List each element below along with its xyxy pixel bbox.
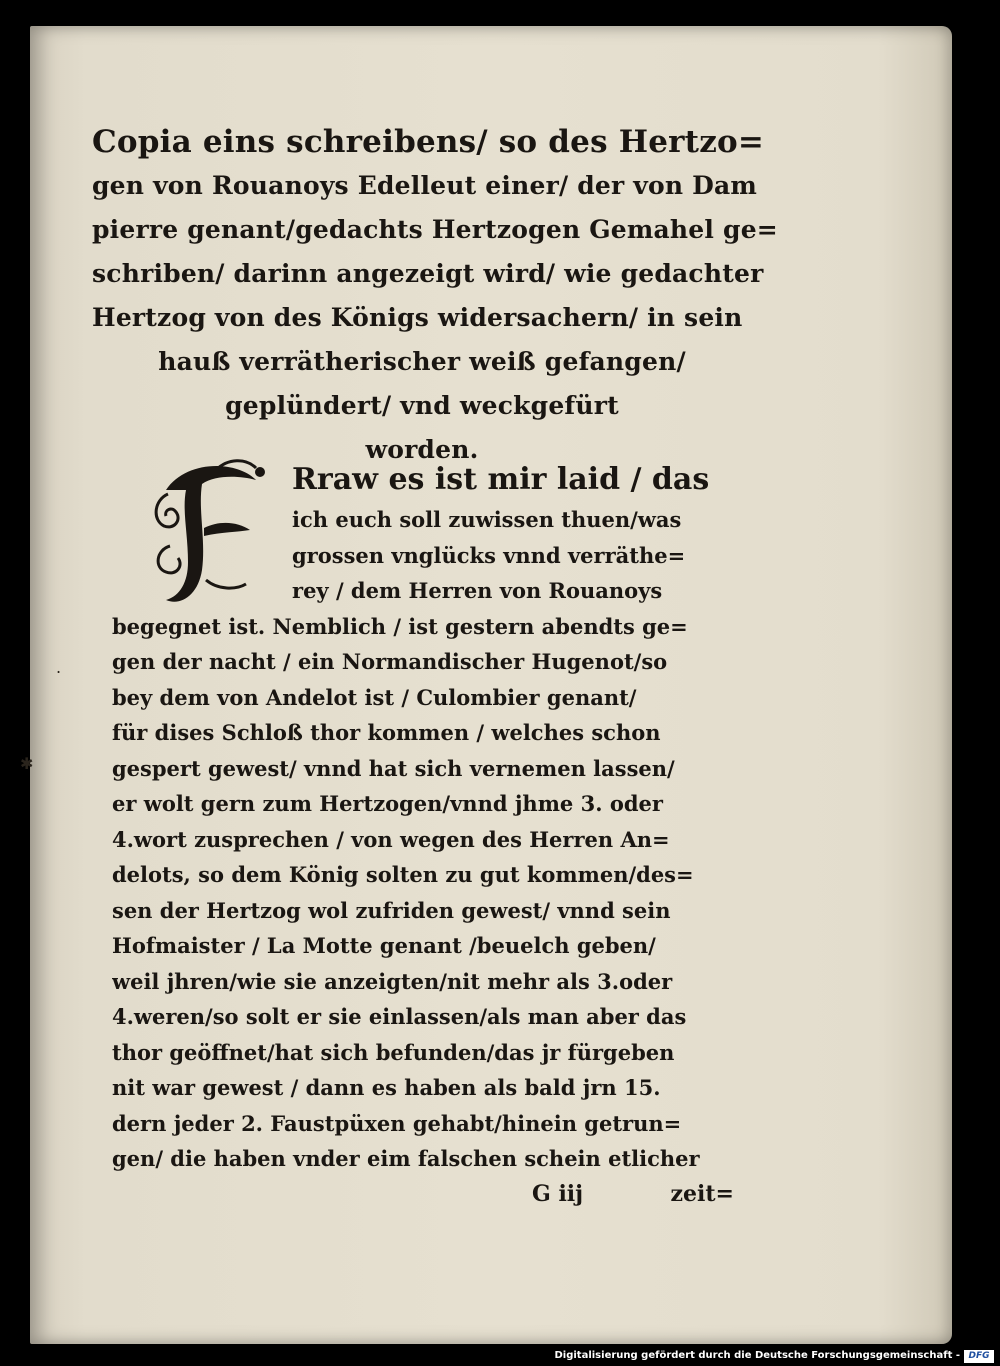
page-footer [112,1174,734,1214]
margin-dot-icon: . [56,658,62,677]
heading-line: Hertzog von des Königs widersachern/ in sein [92,303,743,332]
body-line: gespert gewest/ vnnd hat sich vernemen lassen/ [112,755,675,781]
heading-line: Copia eins schreibens/ so des Hertzo= [92,124,765,160]
body-line: er wolt gern zum Hertzogen/vnnd jhme 3. oder [112,791,663,816]
heading-line: gen von Rouanoys Edelleut einer/ der von Dam [92,171,758,200]
heading-line: schriben/ darinn angezeigt wird/ wie gedachter [92,259,764,288]
body-line: gen der nacht / ein Normandischer Hugenot/so [112,649,668,674]
body-line: gen/ die haben vnder eim falschen schein etlicher [112,1146,700,1171]
body-line: weil jhren/wie sie anzeigten/nit mehr als 3.oder [112,968,673,994]
body-line: ich euch soll zuwissen thuen/was [292,507,682,532]
body-line: sen der Hertzog wol zufriden gewest/ vnnd sein [112,897,671,923]
digitization-credit [0,1348,1000,1366]
heading-line: pierre genant/gedachts Hertzogen Gemahel ge= [92,215,778,244]
dfg-logo: DFG [964,1350,994,1363]
body-line: thor geöffnet/hat sich befunden/das jr fürgeben [112,1039,675,1065]
body-line: 4.wort zusprechen / von wegen des Herren An= [112,826,670,852]
body-line: grossen vnglücks vnnd verräthe= [292,542,686,568]
page-heading [92,120,778,472]
body-line: Rraw es ist mir laid / das [292,462,710,497]
book-page [20,26,952,1344]
catchword: zeit= [670,1181,734,1207]
body-line: begegnet ist. Nemblich / ist gestern abendts ge= [112,613,688,639]
heading-line: worden. [365,435,479,464]
credit-text: Digitalisierung gefördert durch die Deutsche Forschungsgemeinschaft - [554,1350,960,1361]
heading-line: geplündert/ vnd weckgefürt [225,391,619,420]
heading-line: hauß verrätherischer weiß gefangen/ [158,347,686,376]
body-line: für dises Schloß thor kommen / welches schon [112,720,661,745]
body-line: rey / dem Herren von Rouanoys [292,578,663,603]
body-line: bey dem von Andelot ist / Culombier genant/ [112,684,637,710]
body-line: nit war gewest / dann es haben als bald jrn 15. [112,1075,661,1100]
margin-mark-icon: ✱ [20,754,34,773]
body-line: Hofmaister / La Motte genant /beuelch geben/ [112,933,656,958]
body-line: delots, so dem König solten zu gut kommen/des= [112,862,694,887]
body-line: dern jeder 2. Faustpüxen gehabt/hinein getrun= [112,1110,682,1136]
body-text [112,458,752,1177]
body-line: 4.weren/so solt er sie einlassen/als man aber das [112,1004,687,1029]
signature-mark: G iij [532,1181,584,1207]
